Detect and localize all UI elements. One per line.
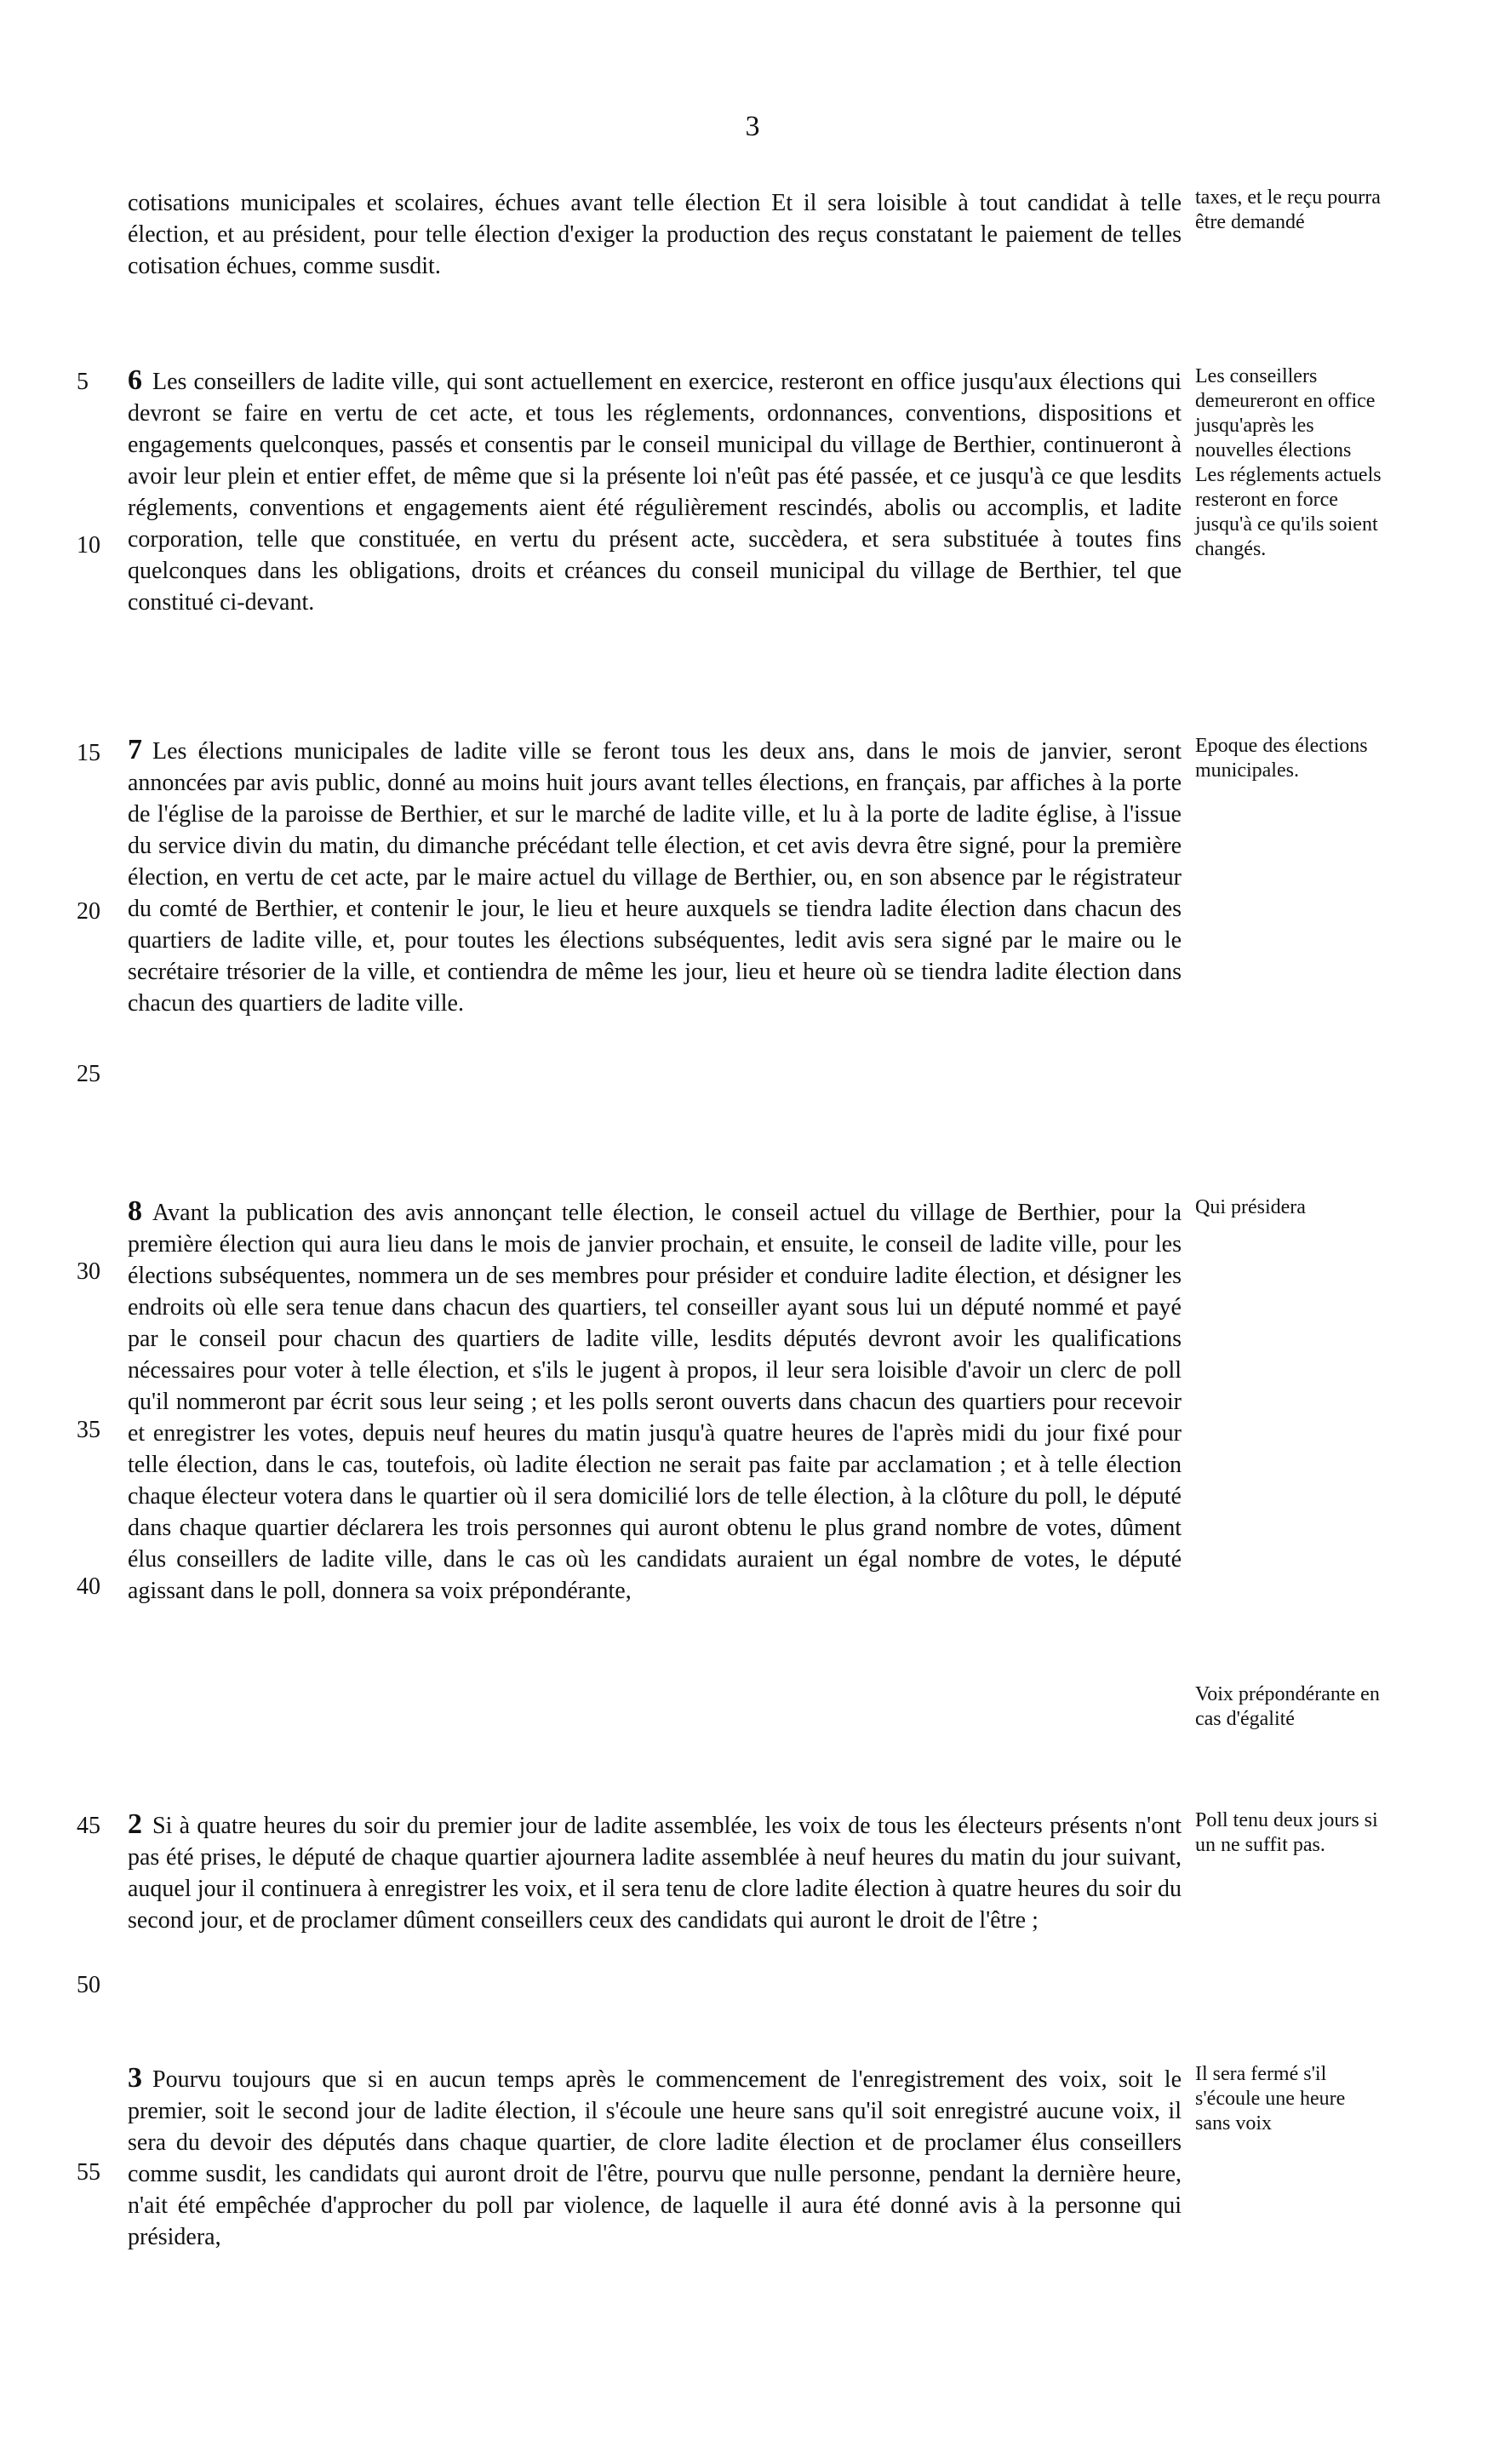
line-number: 20	[77, 898, 100, 925]
margin-note: Epoque des élections municipales.	[1195, 735, 1368, 782]
paragraph-text: cotisations municipales et scolaires, échues avant telle élection Et il sera loisible à tout candidat à telle élection, et au président, pour telle élection d'exiger la production des reçus constatant le paiement de telles cotisation échues, comme susdit.	[128, 190, 1182, 279]
article-number: 8	[128, 1195, 142, 1227]
subsection-number: 2	[128, 1808, 142, 1840]
line-number: 10	[77, 532, 100, 559]
margin-note: taxes, et le reçu pourra être demandé	[1195, 186, 1381, 233]
article-text: Les élections municipales de ladite ville se feront tous les deux ans, dans le mois de janvier, seront annoncées par avis public, donné au moins huit jours avant telles élections, en français, par affiches à la porte de l'église de la paroisse de Berthier, et sur le marché de ladite ville, et lu à la porte de ladite église, à l'issue du service divin du matin, du dimanche précédant telle élection, et cet avis devra être signé, pour la première élection, en vertu de cet acte, par le maire actuel du village de Berthier, ou, en son absence par le régistrateur du comté de Berthier, et contenir le jour, le lieu et heure auxquels se tiendra ladite élection dans chacun des quartiers de ladite ville, et, pour toutes les élections subséquentes, ledit avis sera signé par le maire ou le secrétaire trésorier de la ville, et contiendra de même les jour, lieu et heure où se tiendra ladite élection dans chacun des quartiers de ladite ville.	[128, 738, 1182, 1017]
article-text: Les conseillers de ladite ville, qui sont actuellement en exercice, resteront en office jusqu'aux élections qui devront se faire en vertu de cet acte, et tous les réglements, ordonnances, conventions, dispositions et engagements quelconques, passés et consentis par le conseil municipal du village de Berthier, continueront à avoir leur plein et entier effet, de même que si la présente loi n'eût pas été passée, et ce jusqu'à ce que lesdits réglements, conventions et engagements aient été régulièrement rescindés, abolis ou accomplis, et ladite corporation, telle que constituée, en vertu du présent acte, succèdera, et sera substituée à toutes fins quelconques dans les obligations, droits et créances du conseil municipal du village de Berthier, tel que constitué ci-devant.	[128, 369, 1182, 616]
article-text: Avant la publication des avis annonçant telle élection, le conseil actuel du village de Berthier, pour la première élection qui aura lieu dans le mois de janvier prochain, et ensuite, le conseil de ladite ville, pour les élections subséquentes, nommera un de ses membres pour présider et conduire ladite élection, et désigner les endroits où elle sera tenue dans chacun des quartiers, tel conseiller ayant sous lui un député nommé et payé par le conseil pour chacun des quartiers de ladite ville, lesdits députés devront avoir les qualifications nécessaires pour voter à telle élection, et s'ils le jugent à propos, il leur sera loisible d'avoir un clerc de poll qu'il nommeront par écrit sous leur seing ; et les polls seront ouverts dans chacun des quartiers pour recevoir et enregistrer les votes, depuis neuf heures du matin jusqu'à quatre heures de l'après midi du jour fixé pour telle élection, dans le cas, toutefois, où ladite élection ne serait pas faite par acclamation ; et à telle élection chaque électeur votera dans le quartier où il sera domicilié lors de telle élection, à la clôture du poll, le député dans chaque quartier déclarera les trois personnes qui auront obtenu le plus grand nombre de votes, dûment élus conseillers de ladite ville, dans le cas où les candidats auraient un égal nombre de votes, le député agissant dans le poll, donnera sa voix prépondérante,	[128, 1200, 1182, 1604]
line-number: 50	[77, 1972, 100, 1998]
margin-note: Poll tenu deux jours si un ne suffit pas.	[1195, 1809, 1378, 1856]
paragraph-text	[128, 734, 1182, 1019]
line-number: 45	[77, 1813, 100, 1839]
margin-note-tie: Voix prépondérante en cas d'égalité	[1195, 1683, 1380, 1730]
line-number: 15	[77, 740, 100, 766]
line-number: 40	[77, 1573, 100, 1600]
line-number: 5	[77, 369, 89, 395]
line-number: 30	[77, 1258, 100, 1285]
line-number: 55	[77, 2159, 100, 2186]
page-number: 3	[745, 111, 760, 142]
margin-note: Il sera fermé s'il s'écoule une heure sans voix	[1195, 2063, 1346, 2135]
paragraph-text	[128, 2062, 1182, 2253]
line-number: 35	[77, 1417, 100, 1443]
paragraph-text	[128, 364, 1182, 618]
article-number: 7	[128, 734, 142, 765]
subsection-text: Pourvu toujours que si en aucun temps après le commencement de l'enregistrement des voix, soit le premier, soit le second jour de ladite élection, il s'écoule une heure sans qu'il soit enregistré aucune voix, il sera du devoir des députés dans chaque quartier, de clore ladite élection et de proclamer élus conseillers comme susdit, les candidats qui auront droit de l'être, pourvu que nulle personne, pendant la dernière heure, n'ait été empêchée d'approcher du poll par violence, de laquelle il aura été donné avis à la personne qui présidera,	[128, 2066, 1182, 2250]
subsection-number: 3	[128, 2062, 142, 2094]
subsection-text: Si à quatre heures du soir du premier jour de ladite assemblée, les voix de tous les électeurs présents n'ont pas été prises, le député de chaque quartier ajournera ladite assemblée à neuf heures du matin du jour suivant, auquel jour il continuera à enregistrer les voix, et il sera tenu de clore ladite élection à quatre heures du soir du second jour, et de proclamer dûment conseillers ceux des candidats qui auront le droit de l'être ;	[128, 1813, 1182, 1934]
paragraph-text	[128, 1808, 1182, 1936]
margin-note: Les conseillers demeureront en office jusqu'après les nouvelles élections Les réglements actuels resteront en force jusqu'à ce qu'ils soient changés.	[1195, 365, 1382, 560]
article-number: 6	[128, 364, 142, 396]
line-number: 25	[77, 1061, 100, 1087]
margin-note: Qui présidera	[1195, 1196, 1306, 1218]
paragraph-text	[128, 1195, 1182, 1607]
